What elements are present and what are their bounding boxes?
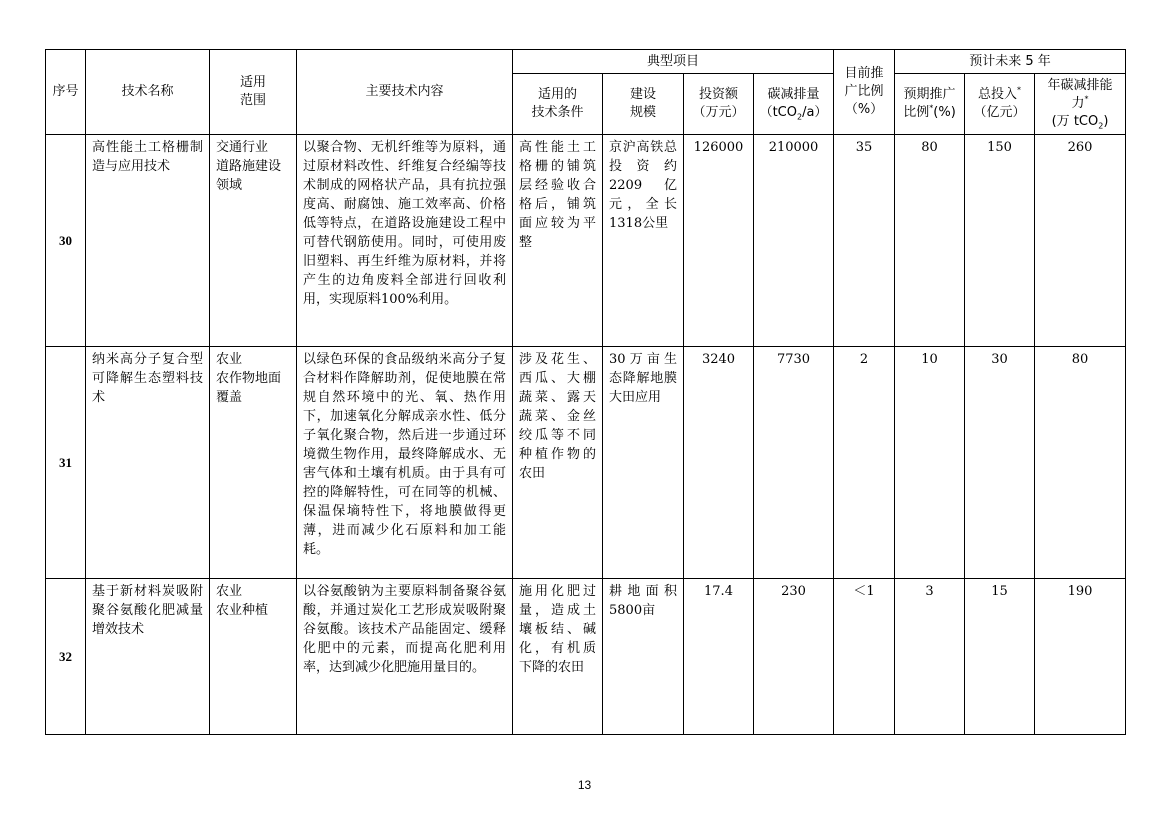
row-total: 30 [965, 347, 1035, 579]
row-scale: 京沪高铁总投资约2209亿元，全长1318公里 [603, 135, 684, 347]
row-conditions: 涉及花生、西瓜、大棚蔬菜、露天蔬菜、金丝绞瓜等不同种植作物的农田 [513, 347, 603, 579]
row-content: 以绿色环保的食品级纳米高分子复合材料作降解助剂，促使地膜在常规自然环境中的光、氧、热作用下，加速氧化分解成亲水性、低分子氧化聚合物，然后进一步通过环境微生物作用，最终降解成水、无害气体和土壤有机质。由于具有可控的降解特性，可在同等的机械、保温保墒特性下，将地膜做得更薄，进而减少化石原料和加工能耗。 [297, 347, 513, 579]
header-expected-pre: 预期推广 比例 [903, 87, 956, 120]
row-total: 15 [965, 579, 1035, 735]
header-total [965, 74, 1035, 135]
row-invest: 17.4 [684, 579, 754, 735]
header-seq: 序号 [46, 50, 86, 135]
row-invest: 3240 [684, 347, 754, 579]
header-expected [895, 74, 965, 135]
row-conditions: 高性能土工格栅的铺筑层经验收合格后，铺筑面应较为平整 [513, 135, 603, 347]
header-carbon-unit-pre: （tCO [759, 105, 797, 120]
row-expected: 3 [895, 579, 965, 735]
header-total-star: * [1017, 85, 1022, 95]
header-capacity-unit-pre: (万 tCO [1051, 114, 1099, 129]
table-row [46, 135, 1126, 347]
header-conditions: 适用的 技术条件 [513, 74, 603, 135]
row-scope: 交通行业 道路施建设领域 [210, 135, 297, 347]
header-capacity-unit-sub: 2 [1098, 121, 1104, 131]
header-scope: 适用 范围 [210, 50, 297, 135]
row-scope: 农业 农作物地面覆盖 [210, 347, 297, 579]
row-total: 150 [965, 135, 1035, 347]
technology-table [45, 49, 1126, 735]
row-carbon: 210000 [754, 135, 834, 347]
row-capacity: 190 [1035, 579, 1126, 735]
header-carbon-main: 碳减排量 [767, 87, 820, 102]
header-capacity [1035, 74, 1126, 135]
row-name: 基于新材料炭吸附聚谷氨酸化肥减量增效技术 [86, 579, 210, 735]
row-invest: 126000 [684, 135, 754, 347]
row-scale: 耕地面积5800亩 [603, 579, 684, 735]
table-row [46, 347, 1126, 579]
row-expected: 80 [895, 135, 965, 347]
row-current: ＜1 [834, 579, 895, 735]
header-name: 技术名称 [86, 50, 210, 135]
header-current-ratio: 目前推 广比例 （%） [834, 50, 895, 135]
header-row-1 [46, 50, 1126, 74]
header-carbon-unit-post: /a） [802, 105, 828, 120]
header-content: 主要技术内容 [297, 50, 513, 135]
header-total-post: （亿元） [973, 105, 1026, 120]
row-scope: 农业 农业种植 [210, 579, 297, 735]
row-carbon: 230 [754, 579, 834, 735]
header-carbon-unit-sub: 2 [796, 112, 803, 122]
row-capacity: 80 [1035, 347, 1126, 579]
row-capacity: 260 [1035, 135, 1126, 347]
row-content: 以聚合物、无机纤维等为原料，通过原材料改性、纤维复合经编等技术制成的网格状产品，具有抗拉强度高、耐腐蚀、施工效率高、价格低等特点，在道路设施建设工程中可替代钢筋使用。同时，可使用废旧塑料、再生纤维为原材料，并将产生的边角废料全部进行回收利用，实现原料100%利用。 [297, 135, 513, 347]
row-seq: 30 [46, 135, 86, 347]
header-carbon [754, 74, 834, 135]
header-scale: 建设 规模 [603, 74, 684, 135]
row-name: 纳米高分子复合型可降解生态塑料技术 [86, 347, 210, 579]
row-seq: 32 [46, 579, 86, 735]
row-current: 35 [834, 135, 895, 347]
header-capacity-star: * [1084, 94, 1089, 104]
header-future-group: 预计未来 5 年 [895, 50, 1126, 74]
header-capacity-unit-post: ) [1103, 114, 1109, 129]
header-capacity-pre: 年碳减排能 力 [1047, 78, 1113, 111]
header-expected-post: (%) [933, 105, 956, 120]
row-expected: 10 [895, 347, 965, 579]
header-expected-star: * [929, 103, 934, 113]
row-scale: 30万亩生态降解地膜大田应用 [603, 347, 684, 579]
header-total-pre: 总投入 [978, 87, 1018, 102]
row-seq: 31 [46, 347, 86, 579]
row-carbon: 7730 [754, 347, 834, 579]
table-row [46, 579, 1126, 735]
row-current: 2 [834, 347, 895, 579]
header-invest: 投资额 （万元） [684, 74, 754, 135]
header-typical-group: 典型项目 [513, 50, 834, 74]
row-conditions: 施用化肥过量，造成土壤板结、碱化，有机质下降的农田 [513, 579, 603, 735]
row-content: 以谷氨酸钠为主要原料制备聚谷氨酸，并通过炭化工艺形成炭吸附聚谷氨酸。该技术产品能固定、缓释化肥中的元素，而提高化肥利用率，达到减少化肥施用量目的。 [297, 579, 513, 735]
page-number: 13 [577, 778, 592, 792]
row-name: 高性能土工格栅制造与应用技术 [86, 135, 210, 347]
